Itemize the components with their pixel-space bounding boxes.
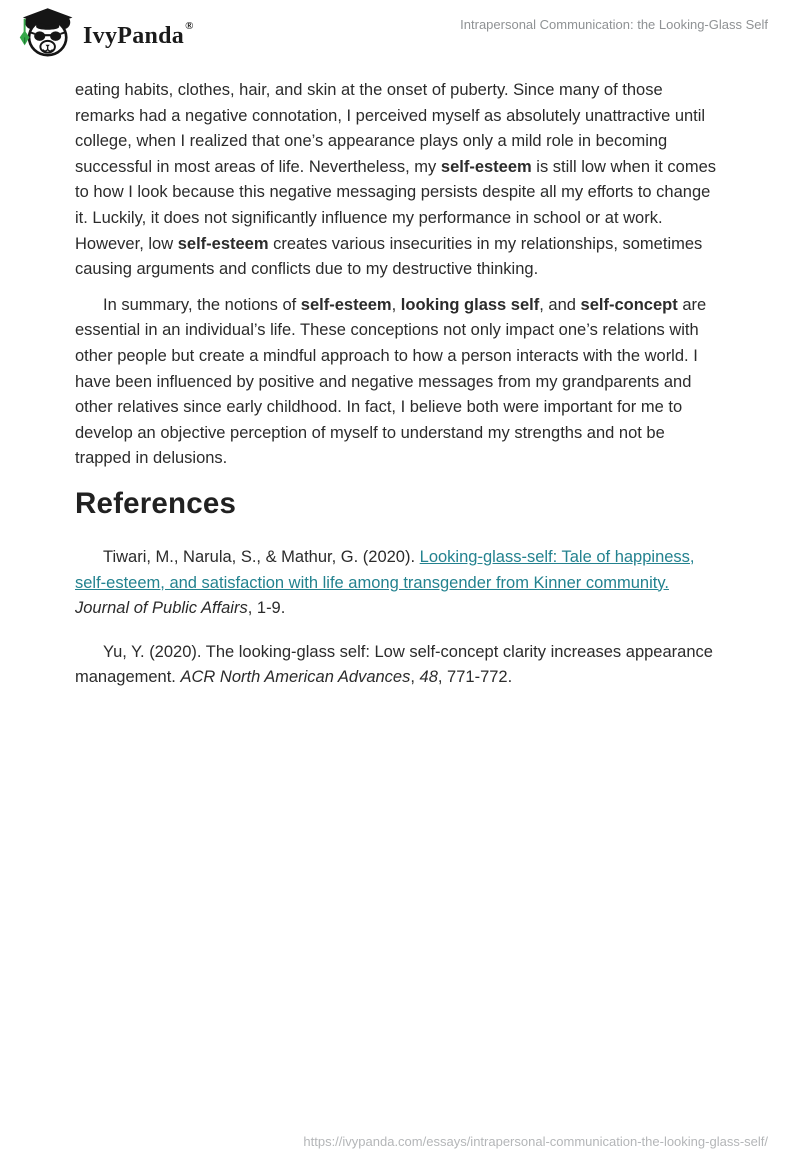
essay-content <box>75 78 725 691</box>
text-segment: In summary, the notions of <box>103 295 301 314</box>
essay-body <box>75 78 725 472</box>
bold-term: self-concept <box>580 295 678 314</box>
brand <box>14 7 192 64</box>
reference-entry <box>75 545 725 622</box>
italic-text: Journal of Public Affairs <box>75 599 248 618</box>
page-header <box>0 0 800 64</box>
references-heading: References <box>75 486 237 520</box>
bold-term: self-esteem <box>177 234 269 253</box>
text-segment: Yu, Y. (2020). The looking-glass self: Low self-concept clarity increases appearance management. <box>75 642 713 687</box>
text-segment: is still low when it comes to how I look because this negative messaging persists despite all my efforts to change it. Luckily, it does not significantly influence my performance in school or at work. However, low <box>75 157 717 253</box>
text-segment: , <box>410 668 420 687</box>
text-segment: , <box>391 295 401 314</box>
ivypanda-panda-logo-icon <box>14 7 76 64</box>
bold-term: self-esteem <box>440 157 532 176</box>
essay-paragraph <box>75 78 725 283</box>
reference-entry <box>75 640 725 691</box>
source-url: https://ivypanda.com/essays/intrapersonal-communication-the-looking-glass-self/ <box>303 1134 768 1149</box>
bold-term: looking glass self <box>400 295 540 314</box>
italic-text: 48 <box>419 668 438 687</box>
bold-term: self-esteem <box>300 295 392 314</box>
brand-wordmark <box>83 11 192 61</box>
registered-mark: ® <box>185 19 194 32</box>
document-title: Intrapersonal Communication: the Looking-Glass Self <box>460 17 768 32</box>
text-segment: Tiwari, M., Narula, S., & Mathur, G. (2020). <box>103 547 420 566</box>
text-segment: , 1-9. <box>247 599 286 618</box>
text-segment: are essential in an individual’s life. These conceptions not only impact one’s relations with other people but create a mindful approach to how a person interacts with the world. I have been influenced by positive and negative messages from my grandparents and other relatives since early childhood. In fact, I believe both were important for me to develop an objective perception of myself to understand my strengths and not be trapped in delusions. <box>75 295 707 468</box>
text-segment: , and <box>539 295 581 314</box>
reference-link[interactable]: Looking-glass-self: Tale of happiness, self-esteem, and satisfaction with life among transgender from Kinner community. <box>75 547 695 592</box>
text-segment: eating habits, clothes, hair, and skin at the onset of puberty. Since many of those remarks had a negative connotation, I perceived myself as absolutely unattractive until college, when I realized that one’s appearance plays only a mild role in becoming successful in most areas of life. Nevertheless, my <box>75 81 706 176</box>
italic-text: ACR North American Advances <box>180 668 411 687</box>
text-segment: creates various insecurities in my relationships, sometimes causing arguments and conflicts due to my destructive thinking. <box>75 234 703 279</box>
text-segment: , 771-772. <box>437 668 513 687</box>
references-list <box>75 545 725 691</box>
brand-name: IvyPanda <box>83 22 185 49</box>
essay-paragraph <box>75 293 725 472</box>
